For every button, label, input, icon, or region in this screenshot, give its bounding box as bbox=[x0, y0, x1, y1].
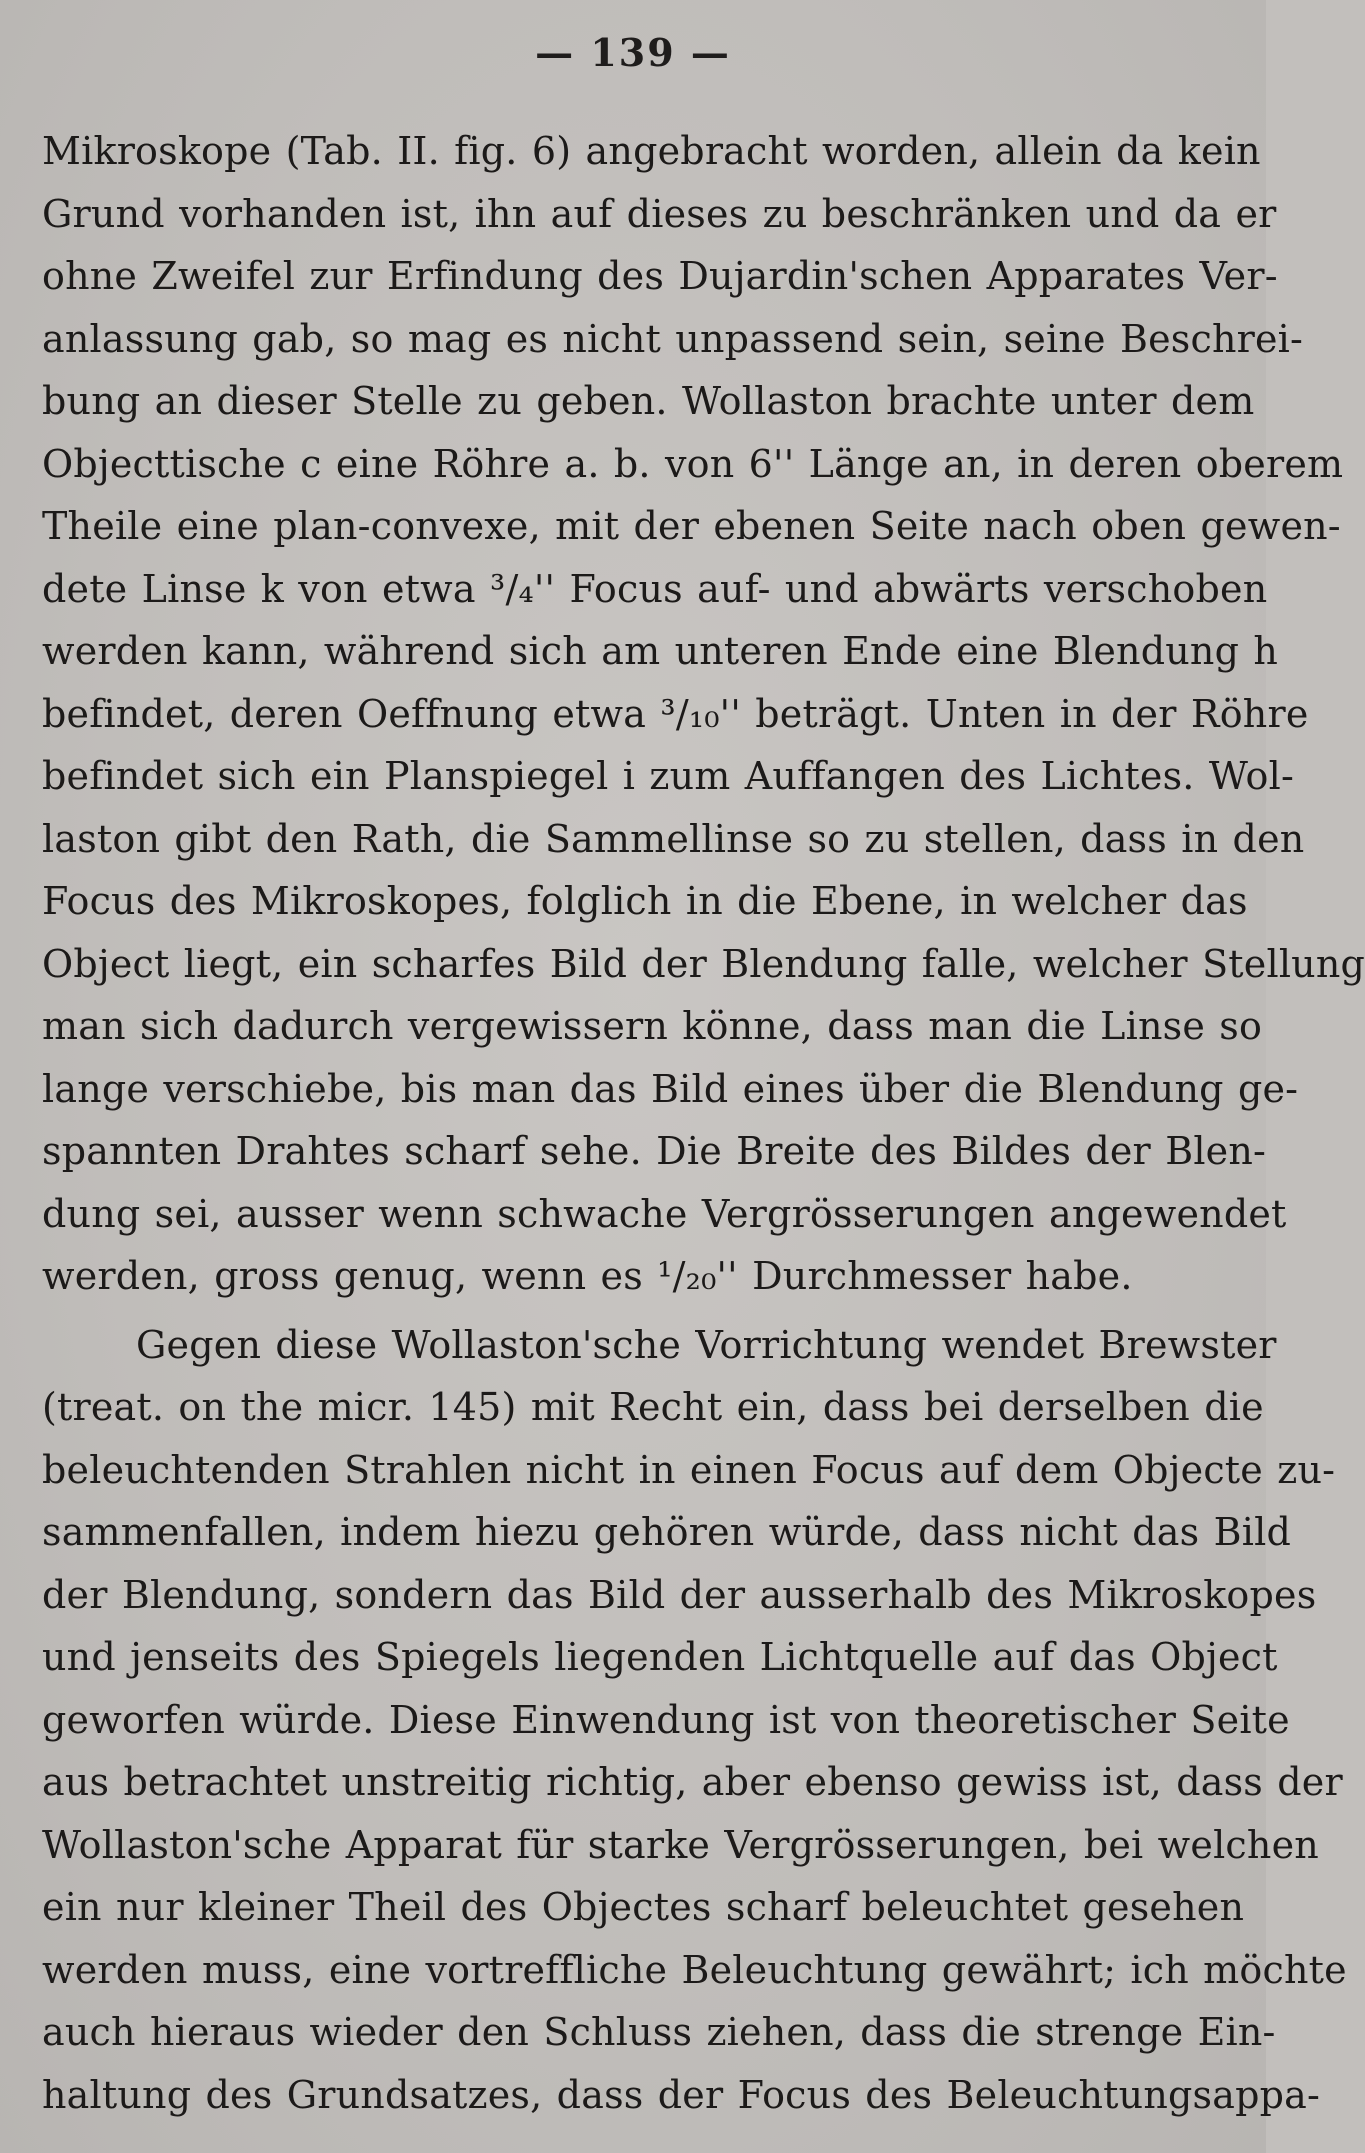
text-line: sammenfallen, indem hiezu gehören würde, dass nicht das Bild bbox=[42, 1510, 1291, 1554]
text-line: befindet, deren Oeffnung etwa ³/₁₀'' beträgt. Unten in der Röhre bbox=[42, 691, 1309, 736]
text-line: bung an dieser Stelle zu geben. Wollaston brachte unter dem bbox=[42, 379, 1255, 423]
text-line: auch hieraus wieder den Schluss ziehen, dass die strenge Ein- bbox=[42, 2010, 1276, 2054]
text-line: anlassung gab, so mag es nicht unpassend sein, seine Beschrei- bbox=[42, 316, 1304, 361]
page-number-text: — 139 — bbox=[535, 30, 731, 75]
text-line: dung sei, ausser wenn schwache Vergrösserungen angewendet bbox=[42, 1191, 1287, 1236]
paragraph-1 bbox=[42, 120, 1365, 1308]
body-text bbox=[42, 120, 1365, 2126]
text-line: Object liegt, ein scharfes Bild der Blendung falle, welcher Stellung bbox=[42, 941, 1365, 986]
text-line: der Blendung, sondern das Bild der ausserhalb des Mikroskopes bbox=[42, 1572, 1317, 1617]
text-line: Objecttische c eine Röhre a. b. von 6'' Länge an, in deren oberem bbox=[42, 441, 1344, 486]
text-line: werden muss, eine vortreffliche Beleuchtung gewährt; ich möchte bbox=[42, 1947, 1347, 1992]
text-line: Focus des Mikroskopes, folglich in die Ebene, in welcher das bbox=[42, 879, 1248, 923]
text-line: haltung des Grundsatzes, dass der Focus des Beleuchtungsappa- bbox=[42, 2072, 1321, 2117]
text-line: befindet sich ein Planspiegel i zum Auffangen des Lichtes. Wol- bbox=[42, 754, 1294, 798]
text-line: laston gibt den Rath, die Sammellinse so zu stellen, dass in den bbox=[42, 816, 1305, 861]
text-line: Theile eine plan-convexe, mit der ebenen Seite nach oben gewen- bbox=[42, 504, 1341, 548]
text-line: und jenseits des Spiegels liegenden Lichtquelle auf das Object bbox=[42, 1635, 1278, 1679]
text-line: werden, gross genug, wenn es ¹/₂₀'' Durchmesser habe. bbox=[42, 1254, 1133, 1298]
text-line: Grund vorhanden ist, ihn auf dieses zu beschränken und da er bbox=[42, 191, 1277, 236]
text-line: werden kann, während sich am unteren Ende eine Blendung h bbox=[42, 629, 1279, 673]
text-line: dete Linse k von etwa ³/₄'' Focus auf- und abwärts verschoben bbox=[42, 566, 1268, 611]
text-line: ein nur kleiner Theil des Objectes scharf beleuchtet gesehen bbox=[42, 1885, 1245, 1929]
text-line: ohne Zweifel zur Erfindung des Dujardin'schen Apparates Ver- bbox=[42, 254, 1278, 298]
text-line: Mikroskope (Tab. II. fig. 6) angebracht worden, allein da kein bbox=[42, 129, 1261, 173]
text-line: man sich dadurch vergewissern könne, dass man die Linse so bbox=[42, 1004, 1263, 1048]
text-line: geworfen würde. Diese Einwendung ist von theoretischer Seite bbox=[42, 1697, 1290, 1742]
text-line: spannten Drahtes scharf sehe. Die Breite des Bildes der Blen- bbox=[42, 1129, 1267, 1173]
text-line: (treat. on the micr. 145) mit Recht ein, dass bei derselben die bbox=[42, 1385, 1264, 1429]
paragraph-2 bbox=[42, 1314, 1347, 2127]
page-number bbox=[0, 30, 1266, 75]
text-line: Gegen diese Wollaston'sche Vorrichtung wendet Brewster bbox=[136, 1322, 1277, 1367]
text-line: lange verschiebe, bis man das Bild eines über die Blendung ge- bbox=[42, 1066, 1299, 1111]
text-line: aus betrachtet unstreitig richtig, aber ebenso gewiss ist, dass der bbox=[42, 1760, 1343, 1804]
text-line: beleuchtenden Strahlen nicht in einen Focus auf dem Objecte zu- bbox=[42, 1447, 1336, 1492]
text-line: Wollaston'sche Apparat für starke Vergrösserungen, bei welchen bbox=[42, 1822, 1319, 1867]
